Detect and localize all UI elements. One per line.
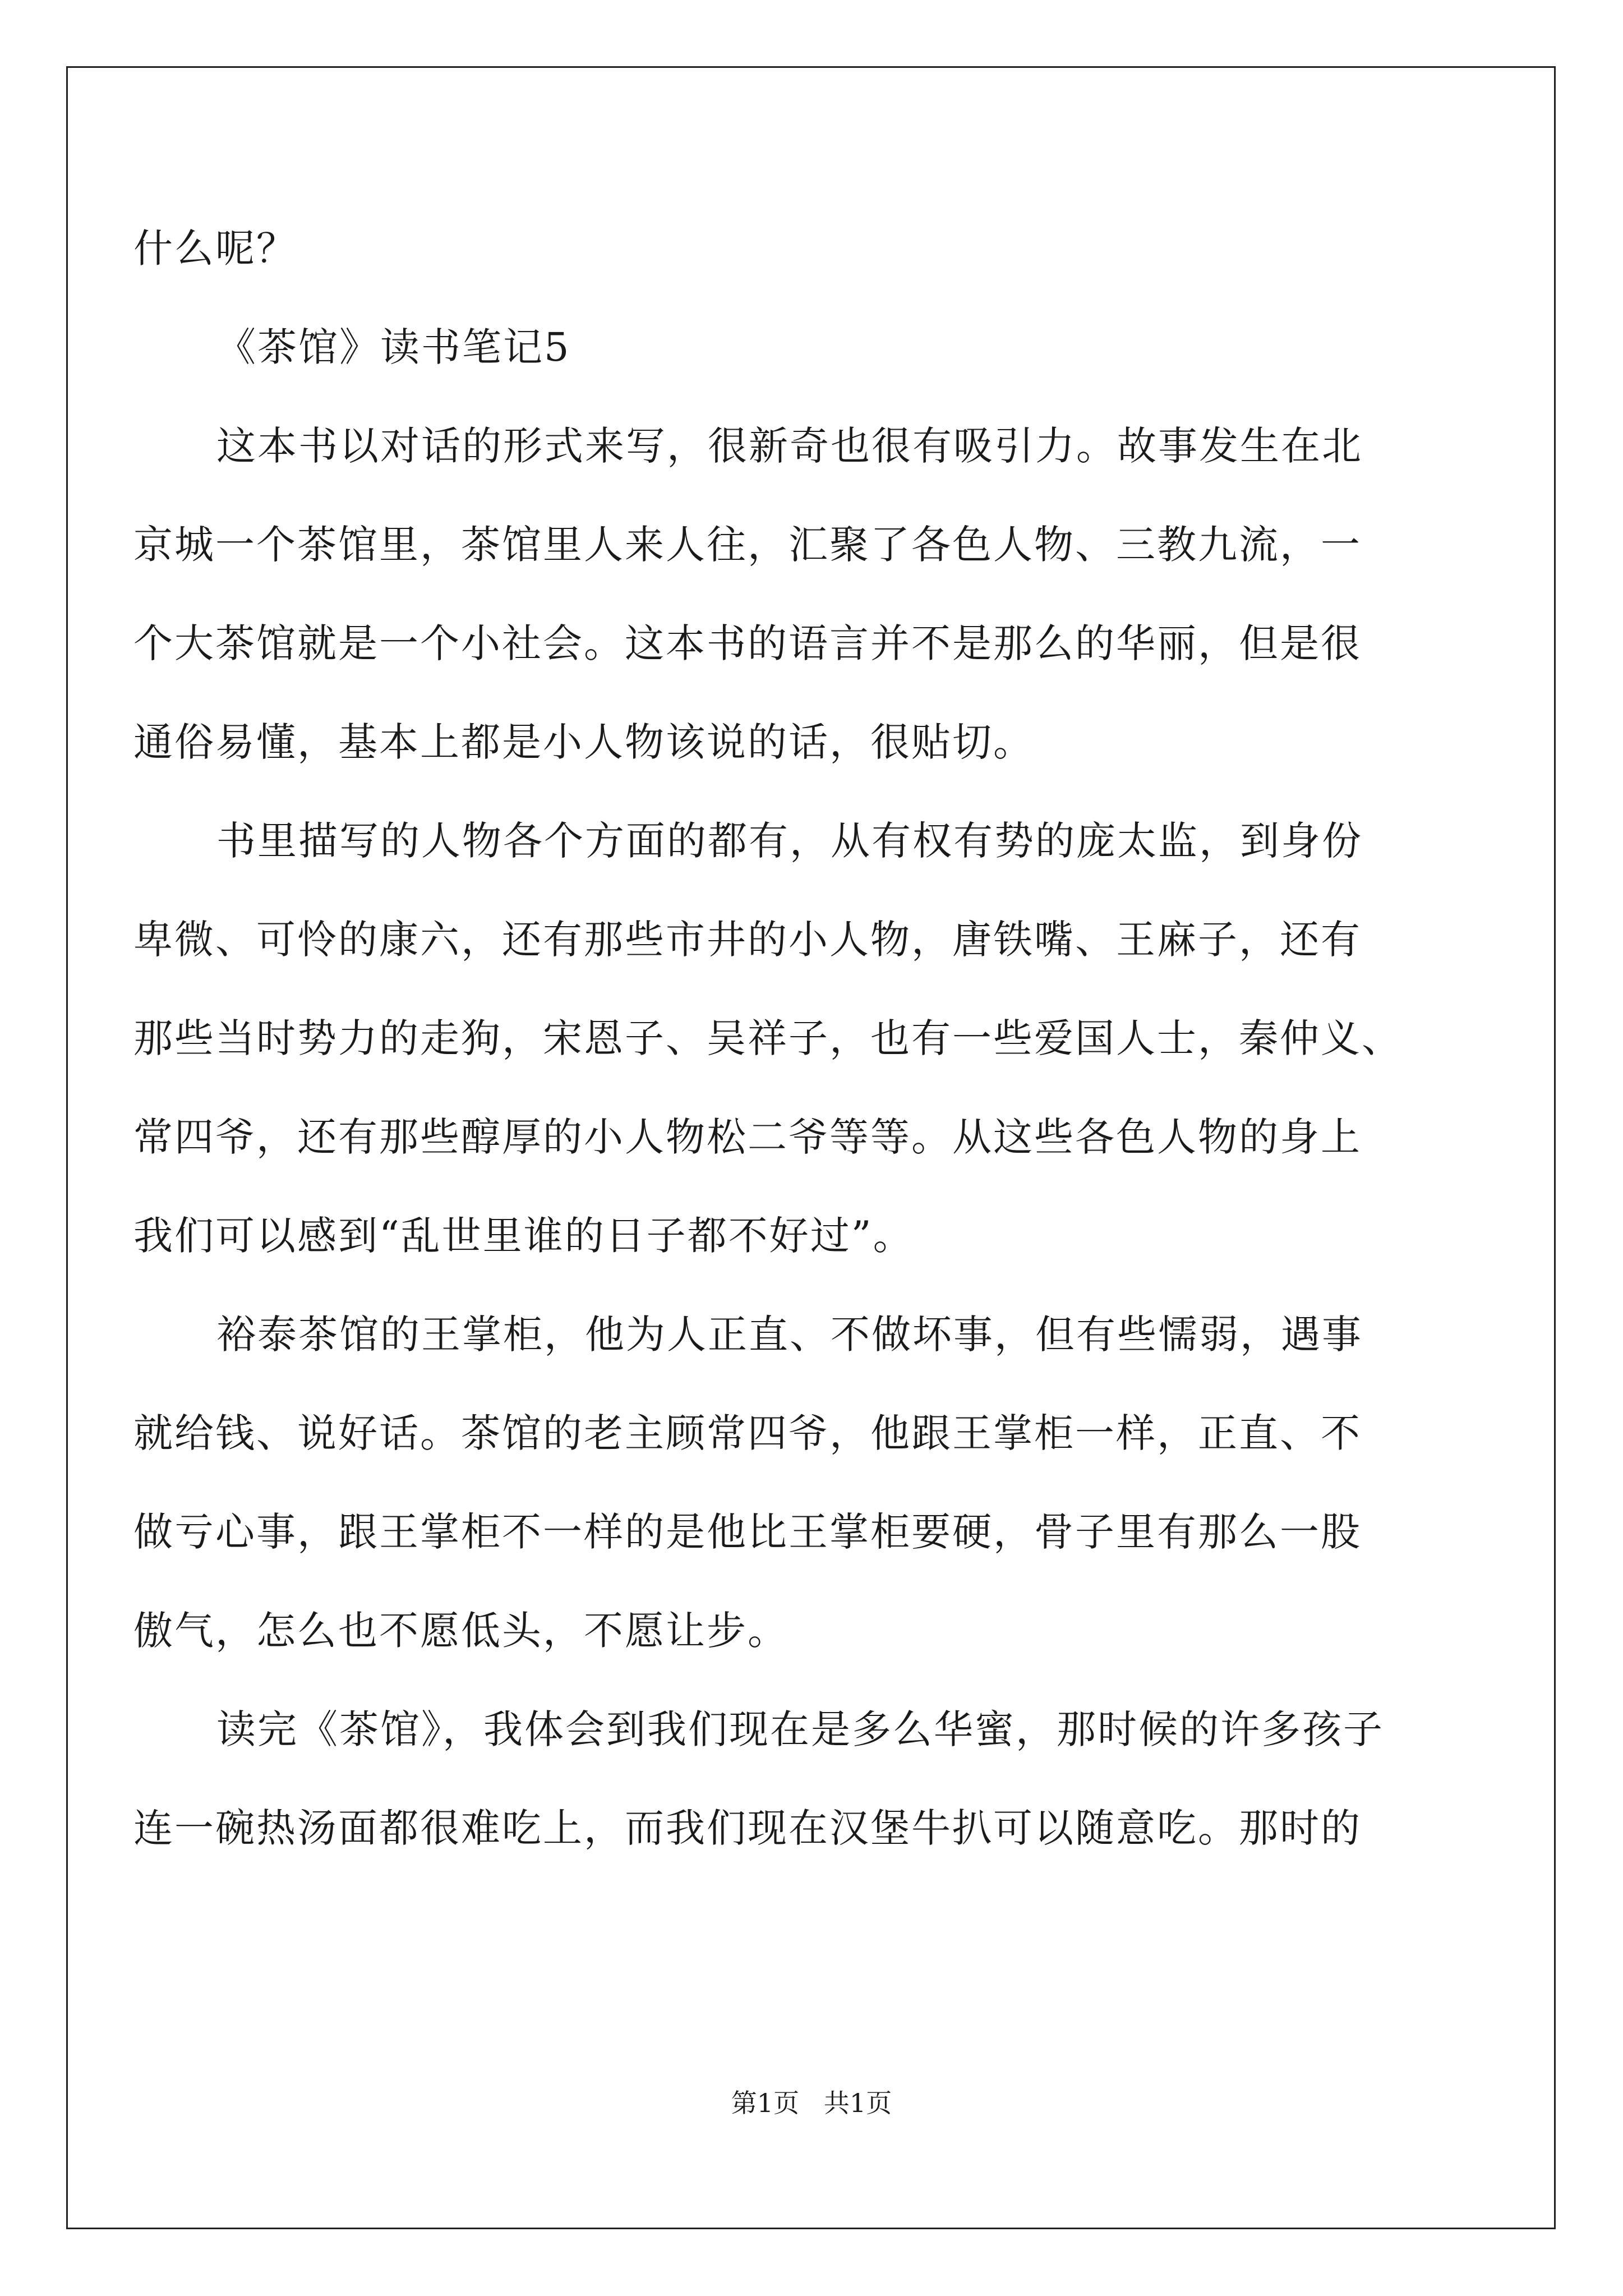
section-heading: 《茶馆》读书笔记5 bbox=[216, 324, 571, 370]
text-line: 傲气，怎么也不愿低头，不愿让步。 bbox=[133, 1608, 789, 1654]
text-line: 个大茶馆就是一个小社会。这本书的语言并不是那么的华丽，但是很 bbox=[133, 620, 1362, 666]
text-line: 书里描写的人物各个方面的都有，从有权有势的庞太监，到身份 bbox=[216, 818, 1363, 864]
text-line: 卑微、可怜的康六，还有那些市井的小人物，唐铁嘴、王麻子，还有 bbox=[133, 917, 1362, 963]
text-line: 做亏心事，跟王掌柜不一样的是他比王掌柜要硬，骨子里有那么一股 bbox=[133, 1509, 1362, 1555]
text-line: 连一碗热汤面都很难吃上，而我们现在汉堡牛扒可以随意吃。那时的 bbox=[133, 1805, 1362, 1851]
text-line: 通俗易懂，基本上都是小人物该说的话，很贴切。 bbox=[133, 719, 1034, 765]
text-line: 什么呢？ bbox=[133, 226, 297, 272]
text-line: 裕泰茶馆的王掌柜，他为人正直、不做坏事，但有些懦弱，遇事 bbox=[216, 1312, 1363, 1358]
text-line: 那些当时势力的走狗，宋恩子、吴祥子，也有一些爱国人士，秦仲义、 bbox=[133, 1015, 1403, 1061]
page-number-footer: 第1页 共1页 bbox=[731, 2088, 892, 2118]
text-line: 京城一个茶馆里，茶馆里人来人往，汇聚了各色人物、三教九流，一 bbox=[133, 522, 1362, 568]
text-line: 就给钱、说好话。茶馆的老主顾常四爷，他跟王掌柜一样，正直、不 bbox=[133, 1410, 1362, 1456]
text-line: 我们可以感到“乱世里谁的日子都不好过”。 bbox=[133, 1213, 914, 1259]
text-line: 常四爷，还有那些醇厚的小人物松二爷等等。从这些各色人物的身上 bbox=[133, 1114, 1362, 1160]
text-line: 读完《茶馆》，我体会到我们现在是多么华蜜，那时候的许多孩子 bbox=[216, 1706, 1384, 1752]
text-line: 这本书以对话的形式来写，很新奇也很有吸引力。故事发生在北 bbox=[216, 423, 1363, 469]
